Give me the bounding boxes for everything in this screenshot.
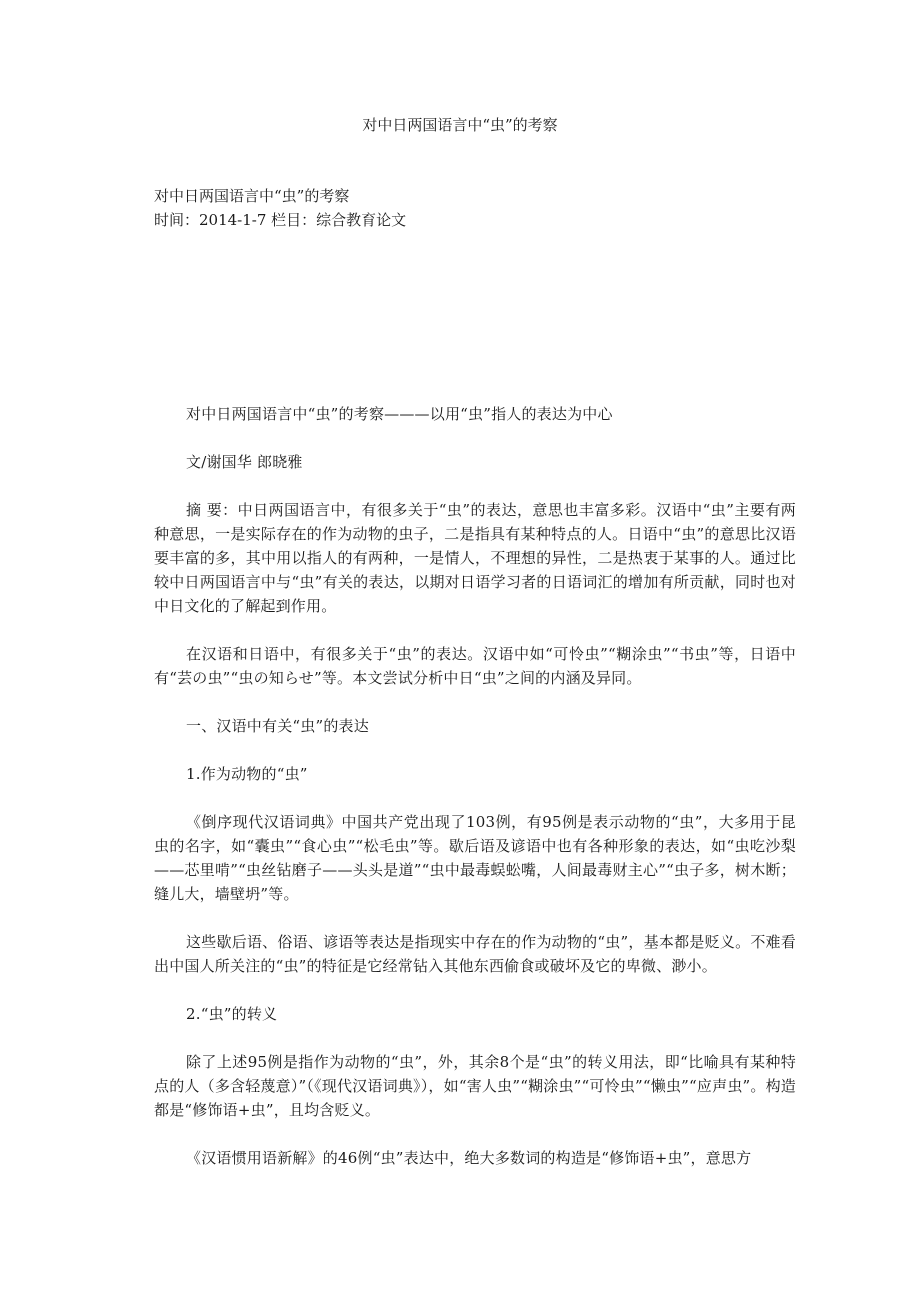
- article-body: [154, 402, 796, 1170]
- subsection-heading-2: 2.“虫”的转义: [186, 1005, 278, 1023]
- subsection-heading-1: 1.作为动物的“虫”: [186, 765, 308, 783]
- body-paragraph-2: 这些歇后语、俗语、谚语等表达是指现实中存在的作为动物的“虫”，基本都是贬义。不难看出中国人所关注的“虫”的特征是它经常钻入其他东西偷食或破坏及它的卑微、渺小。: [154, 933, 796, 975]
- body-paragraph-3: 除了上述95例是指作为动物的“虫”，外，其余8个是“虫”的转义用法，即“比喻具有某种特点的人（多含轻蔑意）”（《现代汉语词典》），如“害人虫”“糊涂虫”“可怜虫”“懒虫”“应声虫”。构造都是“修饰语+虫”，且均含贬义。: [154, 1053, 796, 1119]
- body-paragraph-4: 《汉语惯用语新解》的46例“虫”表达中，绝大多数词的构造是“修饰语+虫”，意思方: [186, 1149, 752, 1167]
- abstract-paragraph: 摘 要：中日两国语言中，有很多关于“虫”的表达，意思也丰富多彩。汉语中“虫”主要有两种意思，一是实际存在的作为动物的虫子，二是指具有某种特点的人。日语中“虫”的意思比汉语要丰富的多，其中用以指人的有两种，一是情人，不理想的异性，二是热衷于某事的人。通过比较中日两国语言中与“虫”有关的表达，以期对日语学习者的日语词汇的增加有所贡献，同时也对中日文化的了解起到作用。: [154, 501, 796, 615]
- body-paragraph-1: 《倒序现代汉语词典》中国共产党出现了103例，有95例是表示动物的“虫”，大多用于昆虫的名字，如“囊虫”“食心虫”“松毛虫”等。歇后语及谚语中也有各种形象的表达，如“虫吃沙梨——芯里啃”“虫丝钻磨子——头头是道”“虫中最毒蜈蚣嘴，人间最毒财主心”“虫子多，树木断；缝儿大，墙壁坍”等。: [154, 813, 796, 903]
- article-author: 文/谢国华 郎晓雅: [186, 453, 303, 471]
- section-heading-1: 一、汉语中有关“虫”的表达: [186, 717, 369, 735]
- article-meta-title: 对中日两国语言中“虫”的考察: [154, 187, 350, 205]
- article-meta-info: 时间：2014-1-7 栏目：综合教育论文: [154, 211, 407, 229]
- intro-paragraph: 在汉语和日语中，有很多关于“虫”的表达。汉语中如“可怜虫”“糊涂虫”“书虫”等，日语中有“芸の虫”“虫の知らせ”等。本文尝试分析中日“虫”之间的内涵及异同。: [154, 645, 796, 687]
- article-subtitle: 对中日两国语言中“虫”的考察———以用“虫”指人的表达为中心: [186, 405, 613, 423]
- page-title: 对中日两国语言中“虫”的考察: [362, 116, 558, 134]
